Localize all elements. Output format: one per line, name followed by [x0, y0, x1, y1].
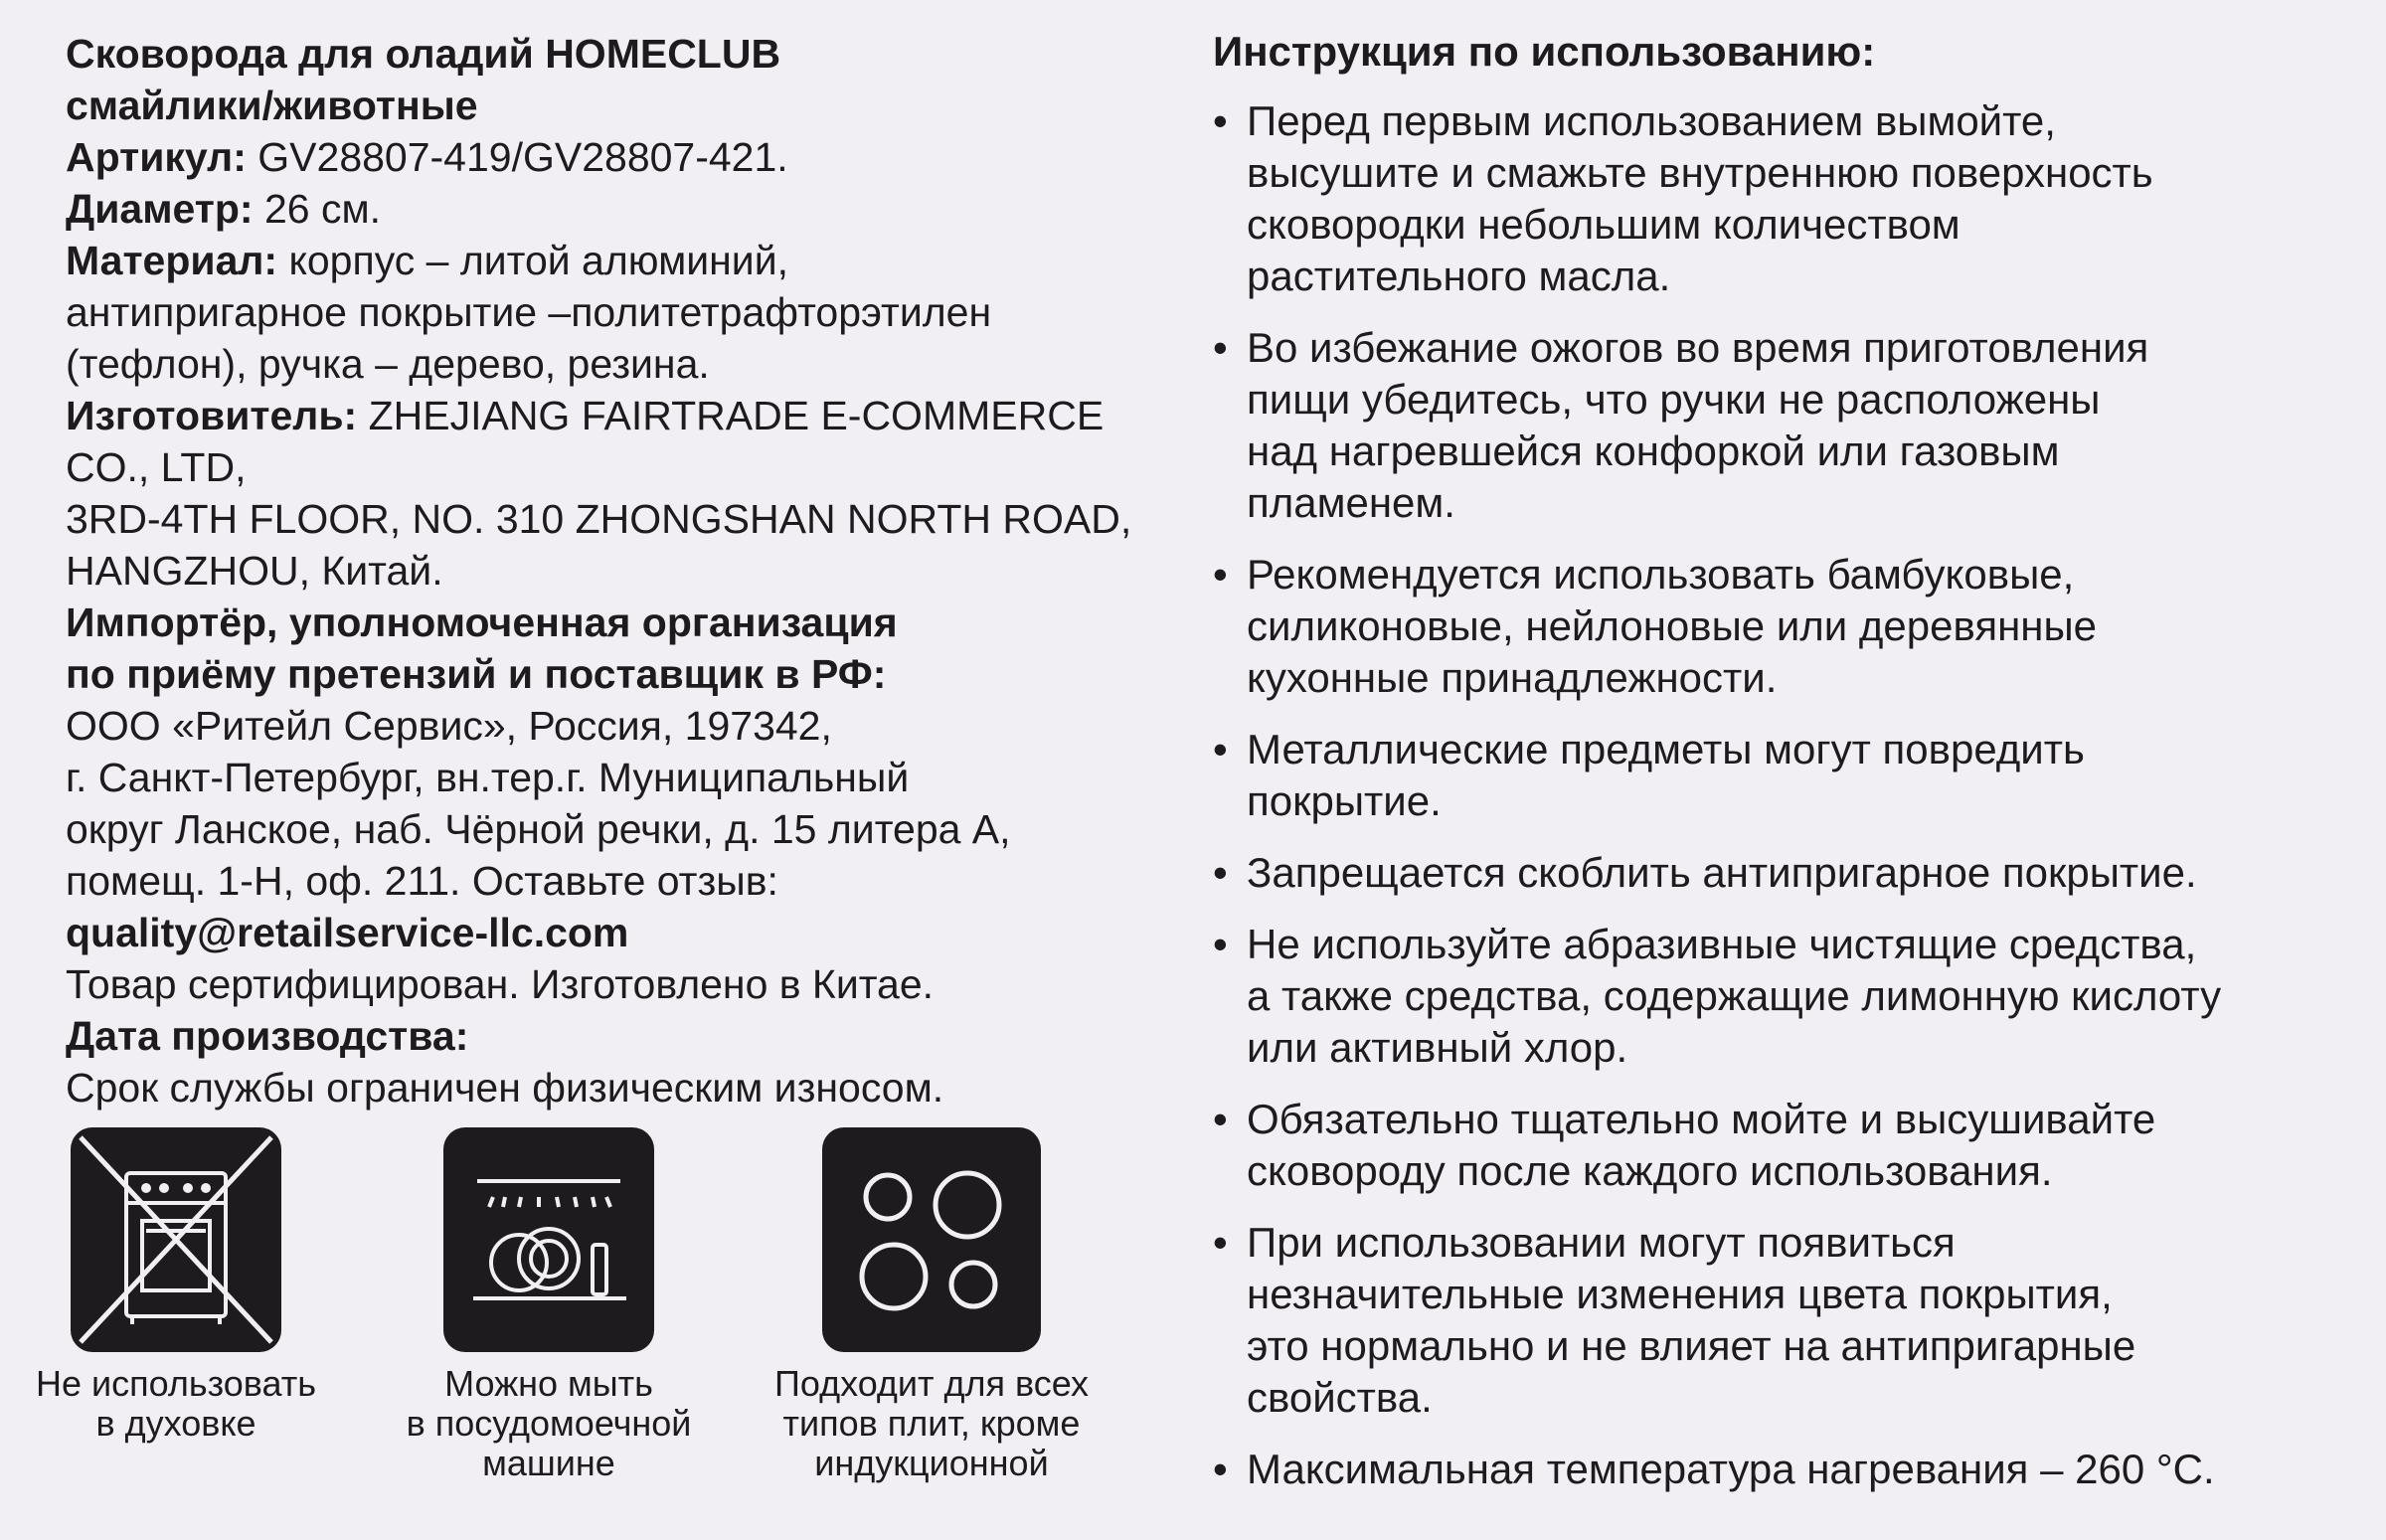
instruction-line: • Максимальная температура нагревания – 260 °С.: [1247, 1446, 2215, 1492]
cooktop-icon: [822, 1127, 1041, 1352]
instructions-list: [1213, 95, 2366, 1495]
instruction-line: пламенем.: [1247, 479, 1455, 526]
instruction-line: пищи убедитесь, что ручки не расположены: [1247, 376, 2101, 423]
address-line2: г. Санкт-Петербург, вн.тер.г. Муниципальный: [66, 755, 910, 800]
instruction-line: свойства.: [1247, 1374, 1433, 1421]
instruction-item: [1213, 549, 2366, 704]
manufacturer-line2: 3RD-4TH FLOOR, NO. 310 ZHONGSHAN NORTH ROAD,: [66, 496, 1132, 542]
material-line1: корпус – литой алюминий,: [277, 238, 788, 283]
service-life-note: Срок службы ограничен физическим износом.: [66, 1065, 944, 1111]
material-row: [66, 235, 1179, 286]
material-label: Материал:: [66, 238, 278, 283]
instruction-item: [1213, 724, 2366, 827]
instruction-item: [1213, 919, 2366, 1074]
instructions: [1213, 26, 2366, 1515]
material-line3: (тефлон), ручка – дерево, резина.: [66, 341, 710, 387]
cooktop-caption: [748, 1364, 1115, 1483]
diameter-row: [66, 183, 1179, 235]
instruction-item: [1213, 95, 2366, 302]
dishwasher-caption-line3: машине: [482, 1443, 615, 1483]
instruction-line: сковородки небольшим количеством: [1247, 201, 1960, 248]
manufacturer-row: [66, 390, 1179, 493]
instruction-line: • Рекомендуется использовать бамбуковые,: [1247, 551, 2075, 598]
product-title-line2: смайлики/животные: [66, 83, 478, 128]
article-label: Артикул:: [66, 134, 247, 180]
icon-block-cooktop: [748, 1127, 1115, 1483]
instructions-title: Инструкция по использованию:: [1213, 28, 1876, 75]
no-oven-caption: [2, 1364, 350, 1444]
instruction-line: кухонные принадлежности.: [1247, 654, 1778, 701]
instruction-line: высушите и смажьте внутреннюю поверхность: [1247, 149, 2153, 196]
article-row: [66, 131, 1179, 183]
icon-block-no-oven: [2, 1127, 350, 1444]
dishwasher-caption-line1: Можно мыть: [444, 1363, 653, 1404]
product-info: [66, 28, 1179, 1113]
address-line4: помещ. 1-Н, оф. 211. Оставьте отзыв:: [66, 858, 778, 904]
cooktop-caption-line2: типов плит, кроме: [782, 1403, 1081, 1444]
instruction-line: • Металлические предметы могут повредить: [1247, 726, 2085, 772]
no-oven-icon: [71, 1127, 281, 1352]
instruction-item: [1213, 1444, 2366, 1495]
certified-note: Товар сертифицирован. Изготовлено в Китае.: [66, 961, 935, 1007]
importer-line1: Импортёр, уполномоченная организация: [66, 599, 898, 645]
instruction-item: [1213, 1217, 2366, 1424]
instruction-item: [1213, 322, 2366, 529]
cooktop-caption-line3: индукционной: [814, 1443, 1049, 1483]
importer-line2: по приёму претензий и поставщик в РФ:: [66, 651, 887, 697]
no-oven-caption-line1: Не использовать: [36, 1363, 316, 1404]
instruction-item: [1213, 847, 2366, 899]
instruction-line: • Во избежание ожогов во время приготовления: [1247, 324, 2149, 371]
diameter-value: 26 см.: [253, 186, 382, 232]
material-line2: антипригарное покрытие –политетрафторэтилен: [66, 289, 992, 335]
instruction-line: • Не используйте абразивные чистящие средства,: [1247, 921, 2197, 967]
instruction-line: над нагревшейся конфоркой или газовым: [1247, 428, 2060, 474]
instruction-line: незначительные изменения цвета покрытия,: [1247, 1271, 2113, 1317]
icon-block-dishwasher: [374, 1127, 724, 1483]
address-line3: округ Ланское, наб. Чёрной речки, д. 15 литера А,: [66, 806, 1011, 852]
instruction-line: • Обязательно тщательно мойте и высушивайте: [1247, 1096, 2156, 1142]
manufacturer-line3: HANGZHOU, Китай.: [66, 548, 443, 594]
instruction-line: сковороду после каждого использования.: [1247, 1147, 2053, 1194]
instruction-line: • Запрещается скоблить антипригарное покрытие.: [1247, 849, 2197, 896]
product-title-line1: Сковорода для оладий HOMECLUB: [66, 31, 781, 77]
cooktop-caption-line1: Подходит для всех: [773, 1363, 1089, 1404]
article-value: GV28807-419/GV28807-421.: [246, 134, 788, 180]
instruction-line: а также средства, содержащие лимонную кислоту: [1247, 972, 2222, 1019]
instruction-line: силиконовые, нейлоновые или деревянные: [1247, 602, 2098, 649]
production-date-label: Дата производства:: [66, 1013, 469, 1059]
instruction-line: • Перед первым использованием вымойте,: [1247, 97, 2056, 144]
instruction-line: • При использовании могут появиться: [1247, 1219, 1956, 1266]
instruction-line: покрытие.: [1247, 777, 1442, 824]
instruction-item: [1213, 1094, 2366, 1197]
manufacturer-line1: ZHEJIANG FAIRTRADE E-COMMERCE CO., LTD,: [66, 393, 1105, 490]
usage-icons: [0, 1127, 1153, 1525]
dishwasher-caption: [374, 1364, 724, 1483]
instruction-line: это нормально и не влияет на антипригарные: [1247, 1322, 2136, 1369]
instruction-line: растительного масла.: [1247, 253, 1671, 299]
diameter-label: Диаметр:: [66, 186, 254, 232]
address-line1: ООО «Ритейл Сервис», Россия, 197342,: [66, 703, 832, 749]
dishwasher-caption-line2: в посудомоечной: [406, 1403, 692, 1444]
manufacturer-label: Изготовитель:: [66, 393, 358, 438]
dishwasher-icon: [443, 1127, 654, 1352]
instruction-line: или активный хлор.: [1247, 1024, 1628, 1071]
no-oven-caption-line2: в духовке: [95, 1403, 256, 1444]
feedback-email: quality@retailservice-llc.com: [66, 910, 629, 955]
